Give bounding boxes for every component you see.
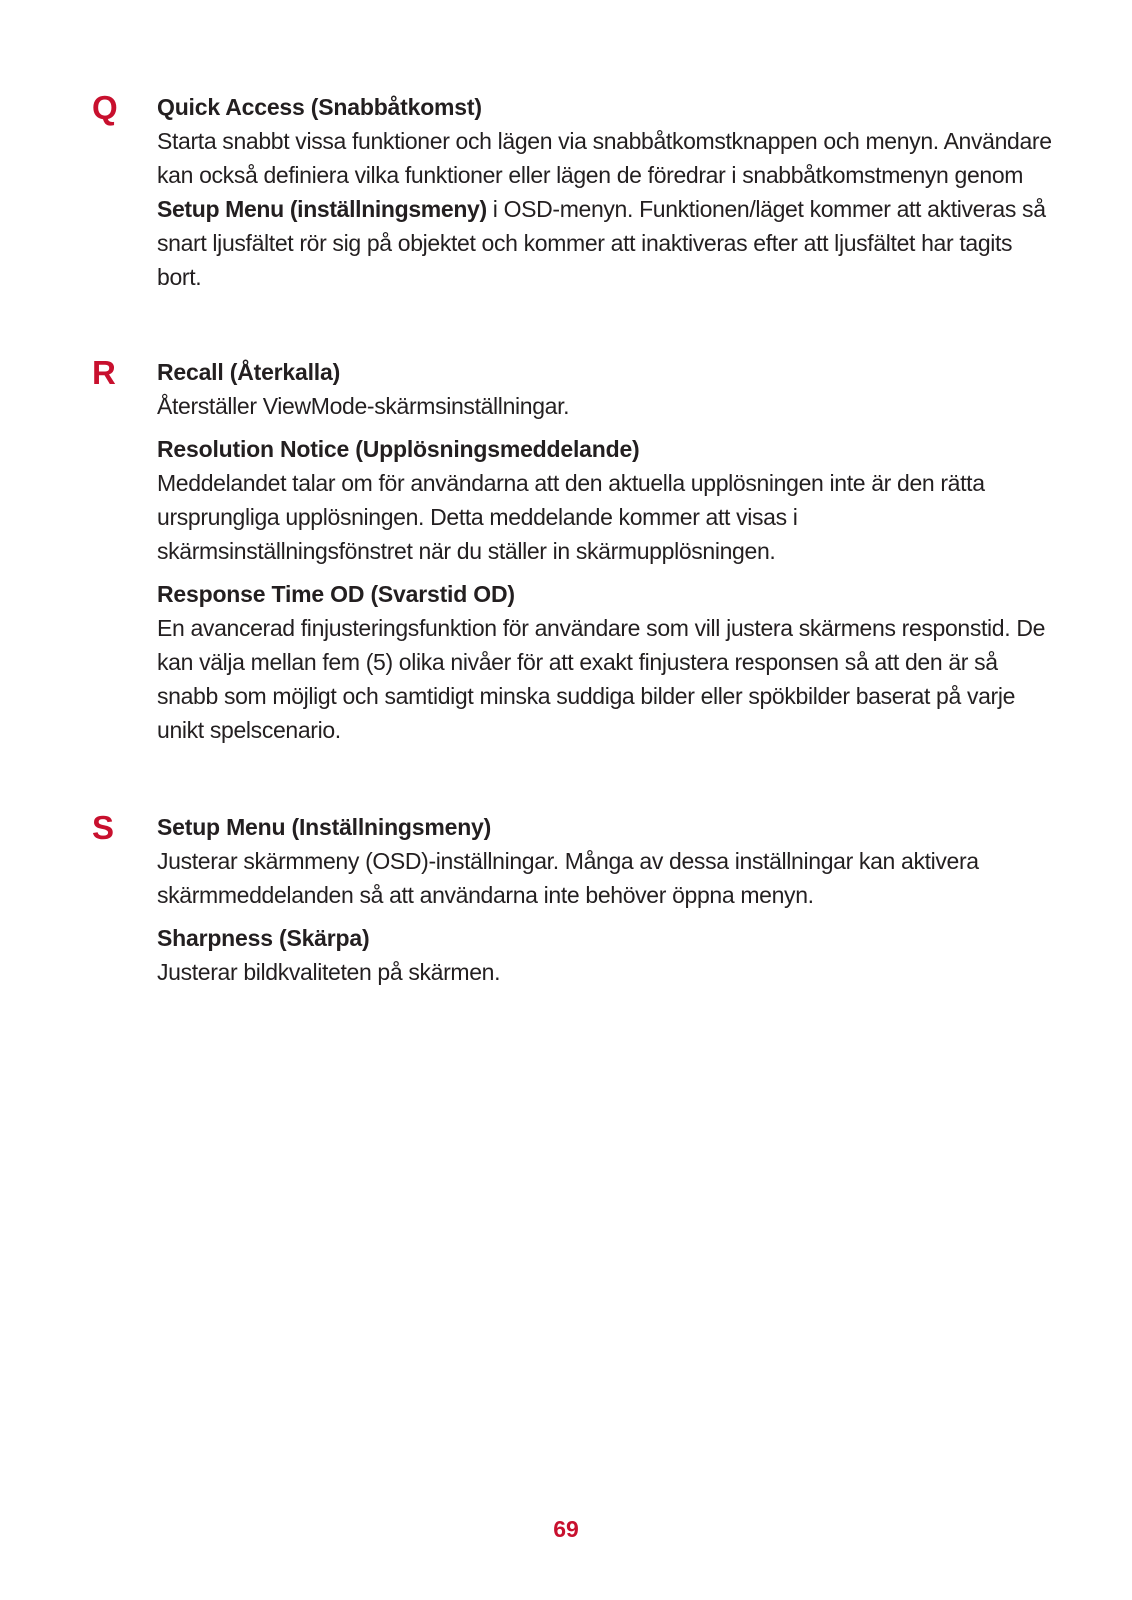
section-entries	[157, 355, 1057, 756]
entry-title: Resolution Notice (Upplösningsmeddelande)	[157, 436, 640, 462]
entry-body: Justerar bildkvaliteten på skärmen.	[157, 959, 501, 985]
entry-body	[157, 124, 1057, 294]
entry-title: Quick Access (Snabbåtkomst)	[157, 94, 482, 120]
glossary-entry	[157, 921, 1057, 989]
page-number: 69	[553, 1516, 579, 1542]
glossary-entry	[157, 90, 1057, 294]
section-letter: R	[92, 354, 116, 391]
section-entries	[157, 810, 1057, 998]
entry-title: Setup Menu (Inställningsmeny)	[157, 814, 492, 840]
entry-body-bold: Setup Menu (inställningsmeny)	[157, 196, 487, 222]
glossary-entry	[157, 432, 1057, 568]
entry-title: Response Time OD (Svarstid OD)	[157, 581, 515, 607]
entry-body: Återställer ViewMode-skärmsinställningar.	[157, 393, 570, 419]
entry-body-text: i OSD-menyn. Funktionen/läget kommer att aktiveras så snart ljusfältet rör sig på objektet och kommer att inaktiveras efter att ljusfältet har tagits bort.	[157, 196, 1046, 290]
entry-body: Justerar skärmmeny (OSD)-inställningar. Många av dessa inställningar kan aktivera skärmmeddelanden så att användarna inte behöver öppna menyn.	[157, 848, 979, 908]
entry-body: En avancerad finjusteringsfunktion för användare som vill justera skärmens responstid. De kan välja mellan fem (5) olika nivåer för att exakt finjustera responsen så att den är så snabb som möjligt och samtidigt minska suddiga bilder eller spökbilder baserat på varje unikt spelscenario.	[157, 615, 1046, 743]
glossary-entry	[157, 577, 1057, 747]
section-entries	[157, 90, 1057, 303]
entry-body: Meddelandet talar om för användarna att den aktuella upplösningen inte är den rätta ursprungliga upplösningen. Detta meddelande kommer att visas i skärmsinställningsfönstret när du ställer in skärmupplösningen.	[157, 470, 985, 564]
glossary-entry	[157, 355, 1057, 423]
entry-title: Recall (Återkalla)	[157, 359, 341, 385]
glossary-entry	[157, 810, 1057, 912]
entry-body-text: Starta snabbt vissa funktioner och lägen via snabbåtkomstknappen och menyn. Användare kan också definiera vilka funktioner eller lägen de föredrar i snabbåtkomstmenyn genom	[157, 128, 1052, 188]
section-letter: Q	[92, 89, 118, 126]
section-letter: S	[92, 809, 115, 846]
entry-title: Sharpness (Skärpa)	[157, 925, 370, 951]
